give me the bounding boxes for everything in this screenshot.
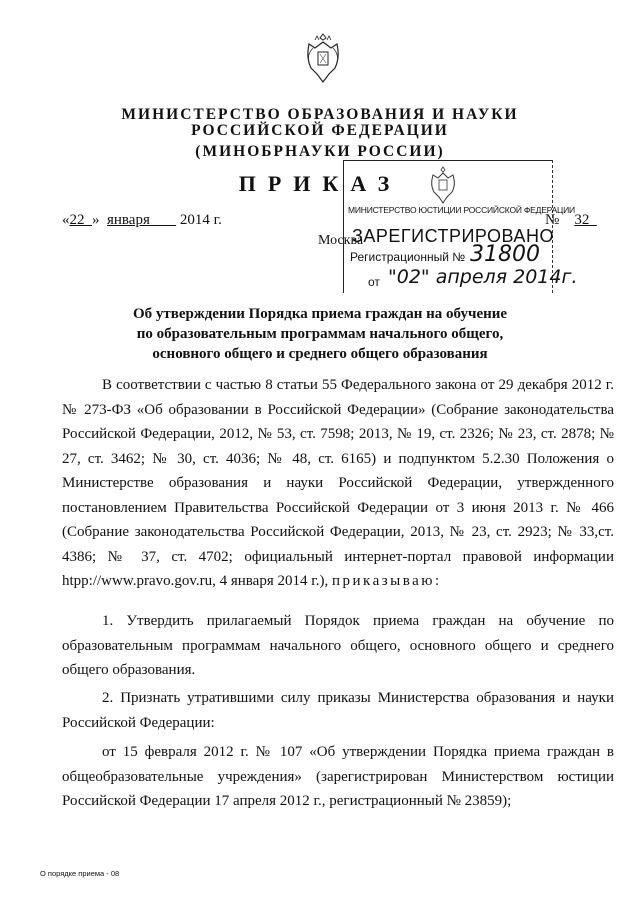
ministry-short-name: (МИНОБРНАУКИ РОССИИ)	[195, 143, 445, 160]
stamp-reg-number: 31800	[470, 242, 540, 267]
page-footer: О порядке приема - 08	[40, 869, 120, 878]
preamble-text: В соответствии с частью 8 статьи 55 Федерального закона от 29 декабря 2012 г. № 273-ФЗ «Об образовании в Российской Федерации» (Собрание законодательства Российской Федерации, 2012, № 53, ст. 7598; 2013, № 19, ст. 2326; № 23, ст. 2878; № 27, ст. 3462; № 30, ст. 4036; № 48, ст. 6165) и подпунктом 5.2.30 Положения о Министерстве образования и науки Российской Федерации, утвержденного постановлением Правительства Российской Федерации от 3 июня 2013 г. № 466 (Собрание законодательства Российской Федерации, 2013, № 23, ст. 2923; № 33,ст. 4386; № 37, ст. 4702; официальный интернет-портал правовой информации htpp://www.pravo.gov.ru, 4 января 2014 г.),	[62, 377, 614, 589]
preamble-paragraph	[62, 373, 614, 594]
stamp-date-label: от	[368, 275, 380, 289]
clause-2-paragraph: 2. Признать утратившими силу приказы Министерства образования и науки Российской Федерации:	[62, 690, 614, 731]
document-date	[62, 212, 222, 229]
stamp-eagle-icon	[428, 165, 458, 205]
date-close-quote: »	[92, 212, 100, 228]
clause-1-paragraph: 1. Утвердить прилагаемый Порядок приема граждан на обучение по образовательным программам начального общего, основного общего и среднего общего образования.	[62, 613, 614, 678]
stamp-status: ЗАРЕГИСТРИРОВАНО	[352, 226, 554, 246]
number-value: 32	[574, 212, 590, 228]
title-line1: Об утверждении Порядка приема граждан на обучение	[132, 306, 508, 322]
stamp-reg-label: Регистрационный №	[350, 250, 466, 264]
ministry-name-line1: МИНИСТЕРСТВО ОБРАЗОВАНИЯ И НАУКИ	[121, 106, 519, 123]
stamp-date-value: "02" апреля 2014г.	[388, 266, 578, 288]
order-command: приказываю:	[331, 573, 442, 589]
title-line2: по образовательным программам начального общего,	[136, 326, 504, 342]
date-day: 22	[69, 212, 85, 228]
document-type: ПРИКАЗ	[238, 171, 402, 196]
document-title	[0, 304, 640, 364]
city-name: Москва	[318, 233, 364, 248]
date-month: января	[107, 212, 150, 228]
stamp-organization: МИНИСТЕРСТВО ЮСТИЦИИ РОССИЙСКОЙ ФЕДЕРАЦИИ	[348, 205, 575, 215]
number-label: №	[545, 212, 560, 228]
date-open-quote: «	[62, 212, 70, 228]
title-line3: основного общего и среднего общего образования	[152, 346, 488, 362]
date-year: 2014 г.	[179, 212, 222, 228]
repealed-order-paragraph: от 15 февраля 2012 г. № 107 «Об утверждении Порядка приема граждан в общеобразовательные учреждения» (зарегистрирован Министерством юстиции Российской Федерации 17 апреля 2012 г., регистрационный № 23859);	[62, 744, 614, 809]
coat-of-arms-emblem	[303, 30, 343, 86]
ministry-name-line2: РОССИЙСКОЙ ФЕДЕРАЦИИ	[191, 122, 449, 139]
